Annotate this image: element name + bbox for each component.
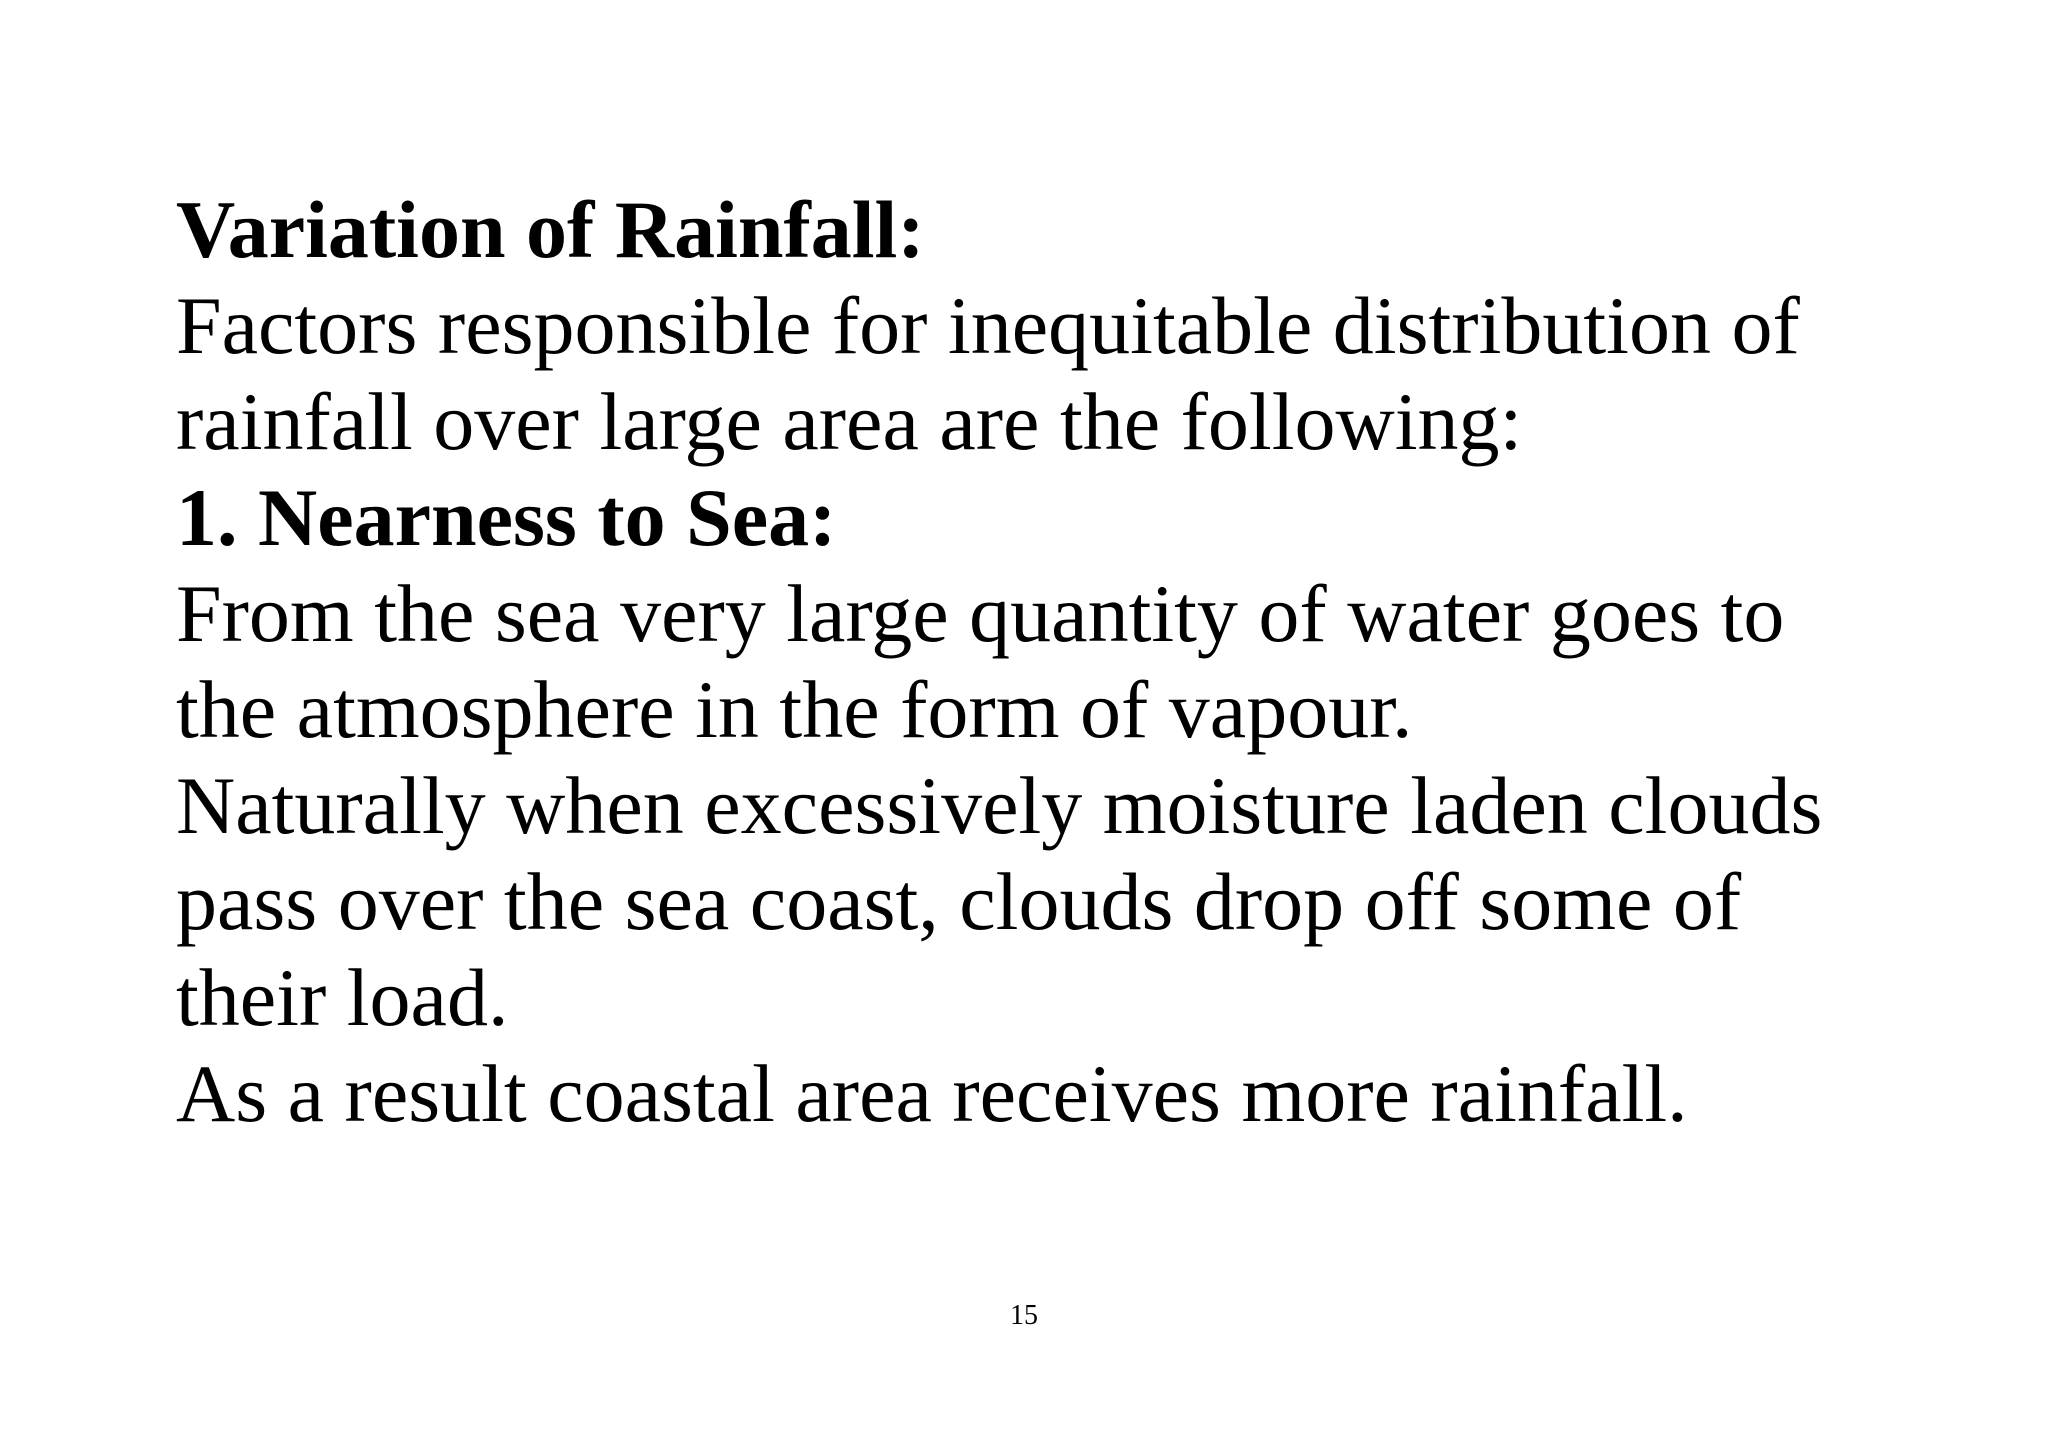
body-line-6: As a result coastal area receives more rainfall. (176, 1048, 1688, 1139)
intro-line-2: rainfall over large area are the following: (176, 376, 1523, 467)
page-number: 15 (1010, 1300, 1038, 1331)
body-line-3: Naturally when excessively moisture laden clouds (176, 760, 1823, 851)
section-heading: 1. Nearness to Sea: (176, 472, 837, 563)
body-line-4: pass over the sea coast, clouds drop off some of (176, 856, 1742, 947)
slide-title: Variation of Rainfall: (176, 184, 925, 275)
body-line-5: their load. (176, 952, 509, 1043)
body-line-1: From the sea very large quantity of water goes to (176, 568, 1785, 659)
intro-line-1: Factors responsible for inequitable distribution of (176, 280, 1800, 371)
body-line-2: the atmosphere in the form of vapour. (176, 664, 1413, 755)
